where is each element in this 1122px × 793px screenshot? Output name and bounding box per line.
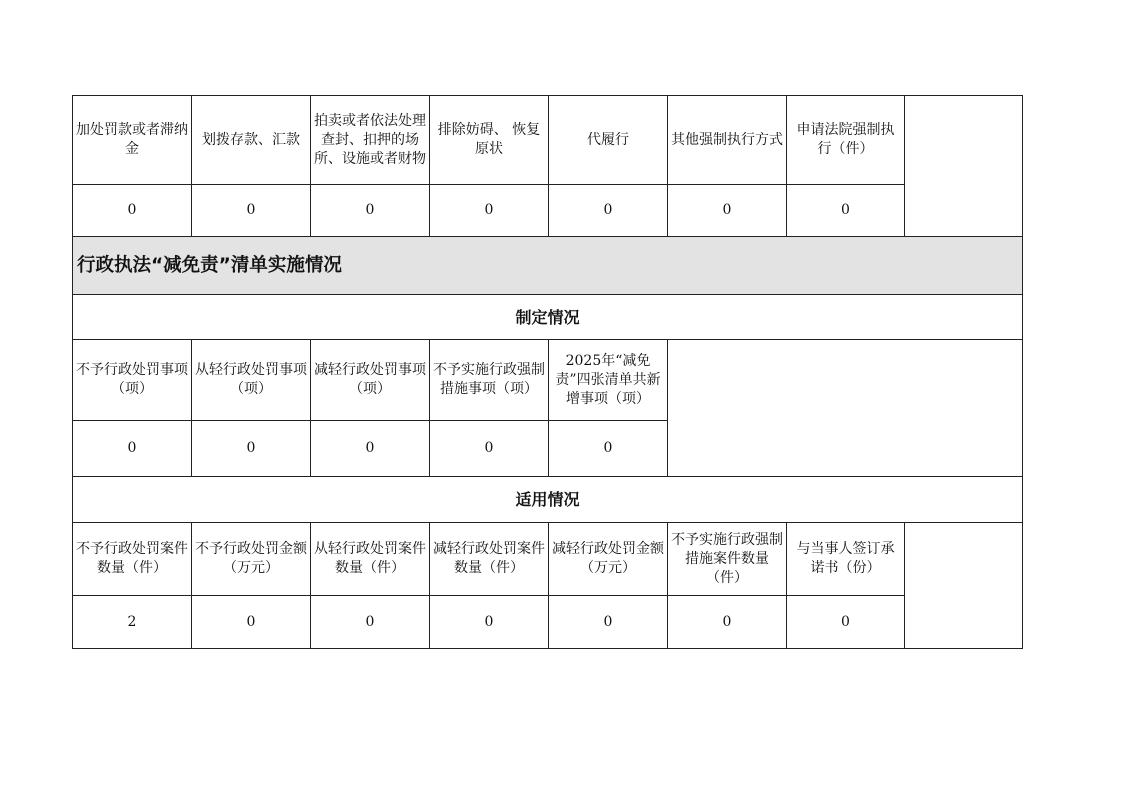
value-cell: 0	[192, 421, 311, 477]
application-header-row	[73, 523, 1023, 596]
value-cell: 0	[311, 185, 430, 237]
value-cell: 0	[430, 596, 549, 649]
header-cell: 从轻行政处罚案件数量（件）	[311, 523, 430, 596]
spreadsheet-page	[72, 95, 1022, 649]
empty-cell	[668, 340, 1023, 477]
header-cell: 不予实施行政强制措施案件数量（件）	[668, 523, 787, 596]
header-cell: 减轻行政处罚事项（项）	[311, 340, 430, 421]
report-table	[72, 95, 1023, 649]
application-title: 适用情况	[73, 477, 1023, 523]
header-cell: 加处罚款或者滞纳金	[73, 96, 192, 185]
value-cell: 0	[73, 421, 192, 477]
application-title-row	[73, 477, 1023, 523]
header-cell: 从轻行政处罚事项（项）	[192, 340, 311, 421]
value-cell: 0	[549, 421, 668, 477]
value-cell: 0	[430, 421, 549, 477]
header-cell: 划拨存款、汇款	[192, 96, 311, 185]
empty-cell	[905, 523, 1023, 649]
header-cell: 与当事人签订承诺书（份）	[787, 523, 905, 596]
header-cell: 2025年“减免责”四张清单共新增事项（项）	[549, 340, 668, 421]
header-cell: 申请法院强制执行（件）	[787, 96, 905, 185]
value-cell: 0	[311, 421, 430, 477]
value-cell: 0	[192, 185, 311, 237]
value-cell: 0	[549, 185, 668, 237]
header-cell: 不予实施行政强制措施事项（项）	[430, 340, 549, 421]
formulation-title-row	[73, 295, 1023, 340]
formulation-header-row	[73, 340, 1023, 421]
header-cell: 不予行政处罚案件数量（件）	[73, 523, 192, 596]
header-cell: 拍卖或者依法处理查封、扣押的场所、设施或者财物	[311, 96, 430, 185]
formulation-title: 制定情况	[73, 295, 1023, 340]
value-cell: 0	[192, 596, 311, 649]
header-cell: 代履行	[549, 96, 668, 185]
header-cell: 减轻行政处罚金额（万元）	[549, 523, 668, 596]
header-cell: 其他强制执行方式	[668, 96, 787, 185]
application-value-row	[73, 596, 1023, 649]
empty-cell	[905, 96, 1023, 237]
enforcement-value-row	[73, 185, 1023, 237]
value-cell: 2	[73, 596, 192, 649]
value-cell: 0	[787, 596, 905, 649]
value-cell: 0	[311, 596, 430, 649]
value-cell: 0	[430, 185, 549, 237]
header-cell: 减轻行政处罚案件数量（件）	[430, 523, 549, 596]
section-title-row	[73, 237, 1023, 295]
value-cell: 0	[668, 596, 787, 649]
value-cell: 0	[73, 185, 192, 237]
header-cell: 不予行政处罚事项（项）	[73, 340, 192, 421]
enforcement-header-row	[73, 96, 1023, 185]
section-title: 行政执法“减免责”清单实施情况	[73, 237, 1023, 295]
value-cell: 0	[668, 185, 787, 237]
header-cell: 排除妨碍、 恢复原状	[430, 96, 549, 185]
value-cell: 0	[549, 596, 668, 649]
header-cell: 不予行政处罚金额（万元）	[192, 523, 311, 596]
value-cell: 0	[787, 185, 905, 237]
